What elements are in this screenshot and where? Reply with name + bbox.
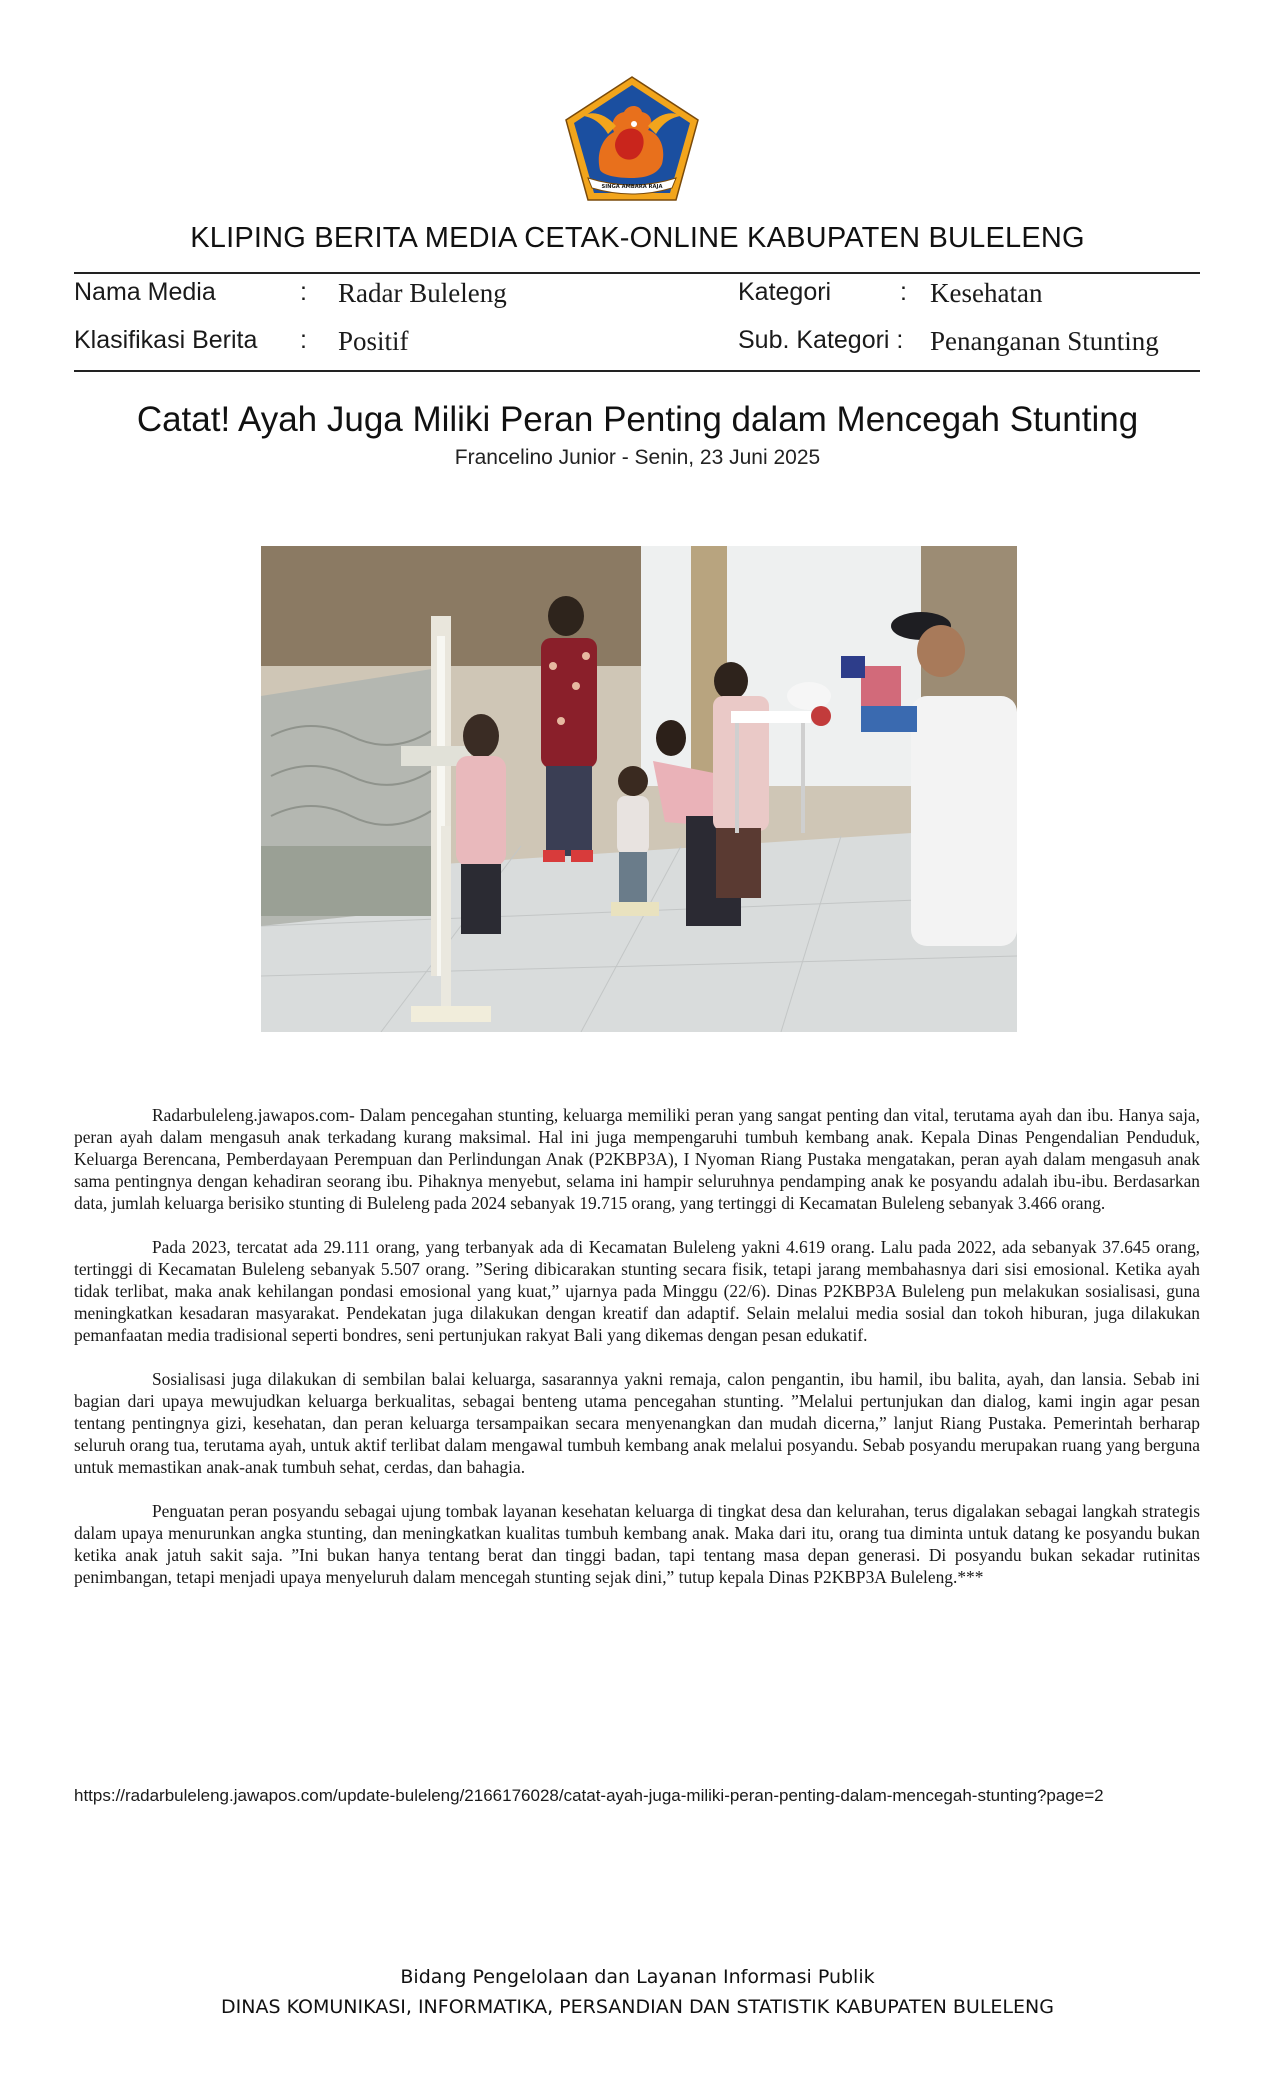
footer-agency: DINAS KOMUNIKASI, INFORMATIKA, PERSANDIAN DAN STATISTIK KABUPATEN BULELENG [221, 1996, 1054, 2018]
article-paragraph: Pada 2023, tercatat ada 29.111 orang, yang terbanyak ada di Kecamatan Buleleng yakni 4.619 orang. Lalu pada 2022, ada sebanyak 37.645 orang, tertinggi di Kecamatan Buleleng sebanyak 5.507 orang. ”Sering dibicarakan stunting secara fisik, tetapi jarang membahasnya dari sisi emosional. Ketika ayah tidak terlibat, maka anak kehilangan pondasi emosional yang kuat,” ujarnya pada Minggu (22/6). Dinas P2KBP3A Buleleng pun melakukan sosialisasi, guna meningkatkan kesadaran masyarakat. Pendekatan juga dilakukan dengan kreatif dan adaptif. Selain melalui media sosial dan tokoh hiburan, juga dilakukan pemanfaatan media tradisional seperti bondres, seni pertunjukan rakyat Bali yang dikemas dengan pesan edukatif. [74, 1237, 1200, 1345]
classification-value: Positif [338, 326, 409, 356]
source-url-link[interactable]: https://radarbuleleng.jawapos.com/update-buleleng/2166176028/catat-ayah-juga-miliki-peran-penting-dalam-mencegah-stunting?page=2 [74, 1786, 1104, 1805]
article-title: Catat! Ayah Juga Miliki Peran Penting dalam Mencegah Stunting [136, 400, 1139, 439]
category-separator: : [900, 278, 907, 306]
article-body [74, 1104, 1200, 1610]
classification-label: Klasifikasi Berita [74, 326, 258, 354]
logo-motto: SINGA AMBARA RAJA [601, 184, 663, 190]
media-separator: : [300, 278, 307, 306]
category-label: Kategori [738, 278, 832, 306]
article-paragraph: Radarbuleleng.jawapos.com- Dalam pencegahan stunting, keluarga memiliki peran yang sangat penting dan vital, terutama ayah dan ibu. Hanya saja, peran ayah dalam mengasuh anak terkadang kurang maksimal. Hal ini juga mempengaruhi tumbuh kembang anak. Kepala Dinas Pengendalian Penduduk, Keluarga Berencana, Pemberdayaan Perempuan dan Perlindungan Anak (P2KBP3A), I Nyoman Riang Pustaka mengatakan, peran ayah dalam mengasuh anak sama pentingnya dengan kehadiran seorang ibu. Pihaknya menyebut, selama ini hampir seluruhnya pendamping anak ke posyandu adalah ibu-ibu. Berdasarkan data, jumlah keluarga berisiko stunting di Buleleng pada 2024 sebanyak 19.715 orang, yang tertinggi di Kecamatan Buleleng sebanyak 3.466 orang. [74, 1105, 1200, 1213]
document-header-title: KLIPING BERITA MEDIA CETAK-ONLINE KABUPATEN BULELENG [190, 222, 1085, 254]
category-value: Kesehatan [930, 278, 1043, 308]
article-byline: Francelino Junior - Senin, 23 Juni 2025 [454, 446, 821, 469]
meta-row-1 [74, 278, 1200, 314]
buleleng-regency-logo [562, 74, 702, 204]
subcategory-value: Penanganan Stunting [930, 326, 1159, 356]
classification-separator: : [300, 326, 307, 354]
header-bottom-rule [74, 370, 1200, 372]
article-paragraph: Sosialisasi juga dilakukan di sembilan balai keluarga, sasarannya yakni remaja, calon pengantin, ibu hamil, ibu balita, ayah, dan lansia. Sebab ini bagian dari upaya mewujudkan keluarga berkualitas, sebagai benteng utama pencegahan stunting. ”Melalui pertunjukan dan dialog, kami ingin agar pesan tentang pentingnya gizi, kesehatan, dan peran keluarga tersampaikan secara menyenangkan dan mudah dicerna,” lanjut Riang Pustaka. Pemerintah berharap seluruh orang tua, terutama ayah, untuk aktif terlibat dalam mengawal tumbuh kembang anak melalui posyandu. Sebab posyandu merupakan ruang yang berguna untuk memastikan anak-anak tumbuh sehat, cerdas, dan bahagia. [74, 1369, 1200, 1477]
footer-division: Bidang Pengelolaan dan Layanan Informasi Publik [400, 1966, 875, 1988]
meta-row-2 [74, 326, 1200, 362]
header-top-rule [74, 272, 1200, 274]
article-photo [261, 546, 1017, 1032]
subcategory-label: Sub. Kategori : [738, 326, 904, 354]
media-label: Nama Media [74, 278, 216, 306]
media-value: Radar Buleleng [338, 278, 507, 308]
article-paragraph: Penguatan peran posyandu sebagai ujung tombak layanan kesehatan keluarga di tingkat desa dan kelurahan, terus digalakan sebagai langkah strategis dalam upaya menurunkan angka stunting, dan meningkatkan kualitas tumbuh kembang anak. Maka dari itu, orang tua diminta untuk datang ke posyandu bukan ketika anak jatuh sakit saja. ”Ini bukan hanya tentang berat dan tinggi badan, tapi tentang masa depan generasi. Di posyandu bukan sekadar rutinitas penimbangan, tetapi menjadi upaya menyeluruh dalam mencegah stunting sejak dini,” tutup kepala Dinas P2KBP3A Buleleng.*** [74, 1501, 1200, 1587]
